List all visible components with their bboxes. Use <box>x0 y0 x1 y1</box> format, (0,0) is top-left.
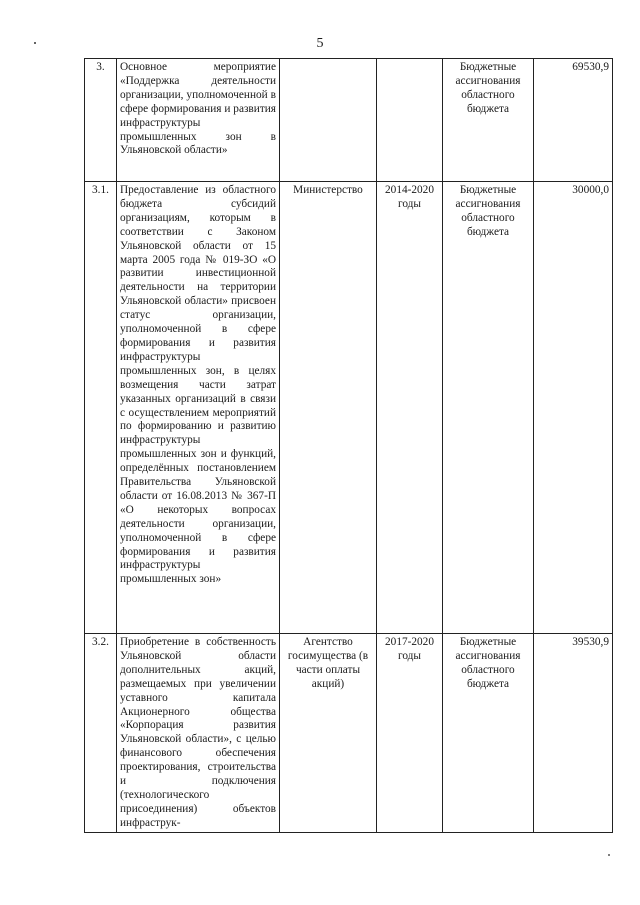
table-row <box>85 182 613 634</box>
funding-amount: 39530,9 <box>534 634 613 833</box>
activity-name: Приобретение в собственность Ульяновской области дополнительных акций, размещаемых при увеличении уставного капитала Акционерного общества «Корпорация развития Ульяновской области», с целью финансового обеспечения проектирования, строительства и подключения (технологического присоединения) объектов инфраструк- <box>117 634 280 833</box>
row-number: 3.2. <box>85 634 117 833</box>
term-cell: 2014-2020 годы <box>377 182 443 634</box>
funding-amount: 30000,0 <box>534 182 613 634</box>
executor-cell: Агентство госимущества (в части оплаты акций) <box>280 634 377 833</box>
scan-speck <box>608 854 610 856</box>
page-number: 5 <box>316 36 324 51</box>
budget-table <box>84 58 613 833</box>
table-row <box>85 59 613 182</box>
table-row <box>85 634 613 833</box>
row-number: 3.1. <box>85 182 117 634</box>
term-cell <box>377 59 443 182</box>
row-number: 3. <box>85 59 117 182</box>
funding-source: Бюджетные ассигнования областного бюджета <box>443 182 534 634</box>
funding-amount: 69530,9 <box>534 59 613 182</box>
funding-source: Бюджетные ассигнования областного бюджета <box>443 59 534 182</box>
activity-name: Предоставление из областного бюджета субсидий организациям, которым в соответствии с Законом Ульяновской области от 15 марта 2005 года № 019-ЗО «О развитии инвестиционной деятельности на территории Ульяновской области» присвоен статус организации, уполномоченной в сфере формирования и развития инфраструктуры промышленных зон, в целях возмещения части затрат указанных организаций в связи с осуществлением мероприятий по формированию и развитию инфраструктуры промышленных зон и функций, определённых постановлением Правительства Ульяновской области от 16.08.2013 № 367-П «О некоторых вопросах деятельности организации, уполномоченной в сфере формирования и развития инфраструктуры промышленных зон» <box>117 182 280 634</box>
executor-cell <box>280 59 377 182</box>
term-cell: 2017-2020 годы <box>377 634 443 833</box>
activity-name: Основное мероприятие «Поддержка деятельности организации, уполномоченной в сфере формирования и развития инфраструктуры промышленных зон в Ульяновской области» <box>117 59 280 182</box>
executor-cell: Министерство <box>280 182 377 634</box>
funding-source: Бюджетные ассигнования областного бюджета <box>443 634 534 833</box>
